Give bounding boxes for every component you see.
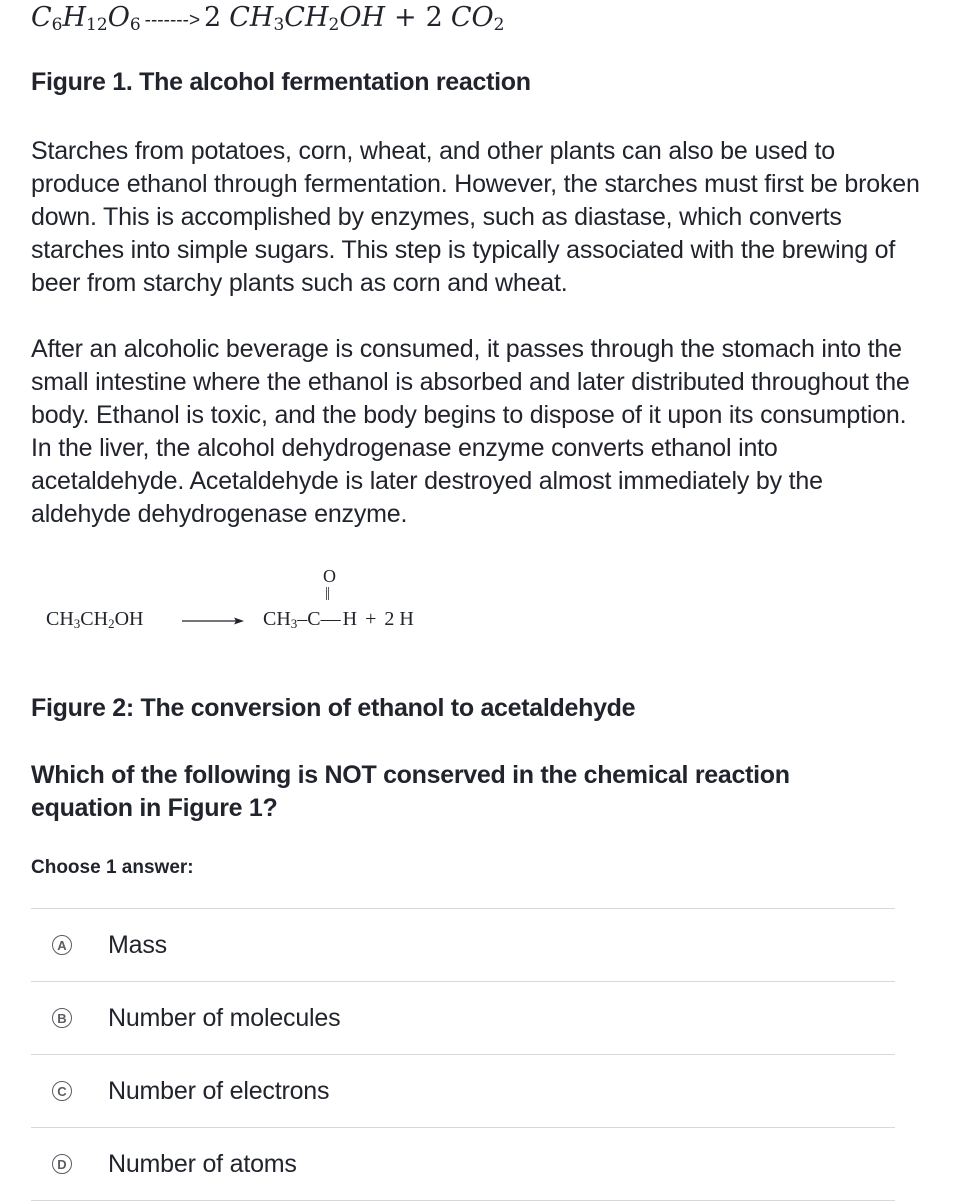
plus-sign: + xyxy=(394,2,417,33)
reaction-arrow-icon xyxy=(182,614,244,628)
answer-instruction: Choose 1 answer: xyxy=(31,857,194,878)
glucose-formula: $C_6H_{12}O_6$ xyxy=(31,2,141,35)
question-prompt: Which of the following is NOT conserved in the chemical reaction equation in Figure 1? xyxy=(31,761,790,822)
choice-b-radio[interactable]: B xyxy=(52,1008,72,1028)
figure2-caption: Figure 2: The conversion of ethanol to acetaldehyde xyxy=(31,694,636,722)
carbonyl-oxygen: O xyxy=(323,566,336,586)
ethanol-structure: $CH_3CH_2OH$ xyxy=(46,608,144,631)
reaction-arrow: -------> xyxy=(144,10,201,31)
choice-d[interactable] xyxy=(31,1128,895,1201)
choice-c-radio[interactable]: C xyxy=(52,1081,72,1101)
figure1-caption: Figure 1. The alcohol fermentation reaction xyxy=(31,68,531,96)
choice-b[interactable] xyxy=(31,982,895,1055)
ethanol-to-acetaldehyde-diagram xyxy=(45,566,485,636)
double-bond: || xyxy=(325,585,330,601)
co2-formula: $CO_2$ xyxy=(450,2,505,35)
choice-a[interactable] xyxy=(31,909,895,982)
ethanol-formula: $CH_3CH_2OH$ xyxy=(229,2,386,35)
choice-c[interactable] xyxy=(31,1055,895,1128)
choice-d-label: Number of atoms xyxy=(108,1149,297,1178)
paragraph-ethanol-metabolism: After an alcoholic beverage is consumed, it passes through the stomach into the small intestine where the ethanol is absorbed and later distributed throughout the body. Ethanol is toxic, and the body begins to dispose of it upon its consumption. In the liver, the alcohol dehydrogenase enzyme converts ethanol into acetaldehyde. Acetaldehyde is later destroyed almost immediately by the aldehyde dehydrogenase enzyme. xyxy=(31,335,910,528)
choice-c-label: Number of electrons xyxy=(108,1076,330,1105)
answer-choices xyxy=(31,908,895,1201)
ethanol-coefficient: 2 xyxy=(204,2,222,33)
choice-d-radio[interactable]: D xyxy=(52,1154,72,1174)
co2-coefficient: 2 xyxy=(425,2,443,33)
choice-a-radio[interactable]: A xyxy=(52,935,72,955)
acetaldehyde-structure: $CH_3-C—$ H + 2 H xyxy=(263,608,414,631)
paragraph-starches: Starches from potatoes, corn, wheat, and other plants can also be used to produce ethanol through fermentation. However, the starches must first be broken down. This is accomplished by enzymes, such as diastase, which converts starches into simple sugars. This step is typically associated with the brewing of beer from starchy plants such as corn and wheat. xyxy=(31,137,920,297)
choice-a-label: Mass xyxy=(108,930,167,959)
fermentation-equation xyxy=(31,2,504,38)
choice-b-label: Number of molecules xyxy=(108,1003,341,1032)
